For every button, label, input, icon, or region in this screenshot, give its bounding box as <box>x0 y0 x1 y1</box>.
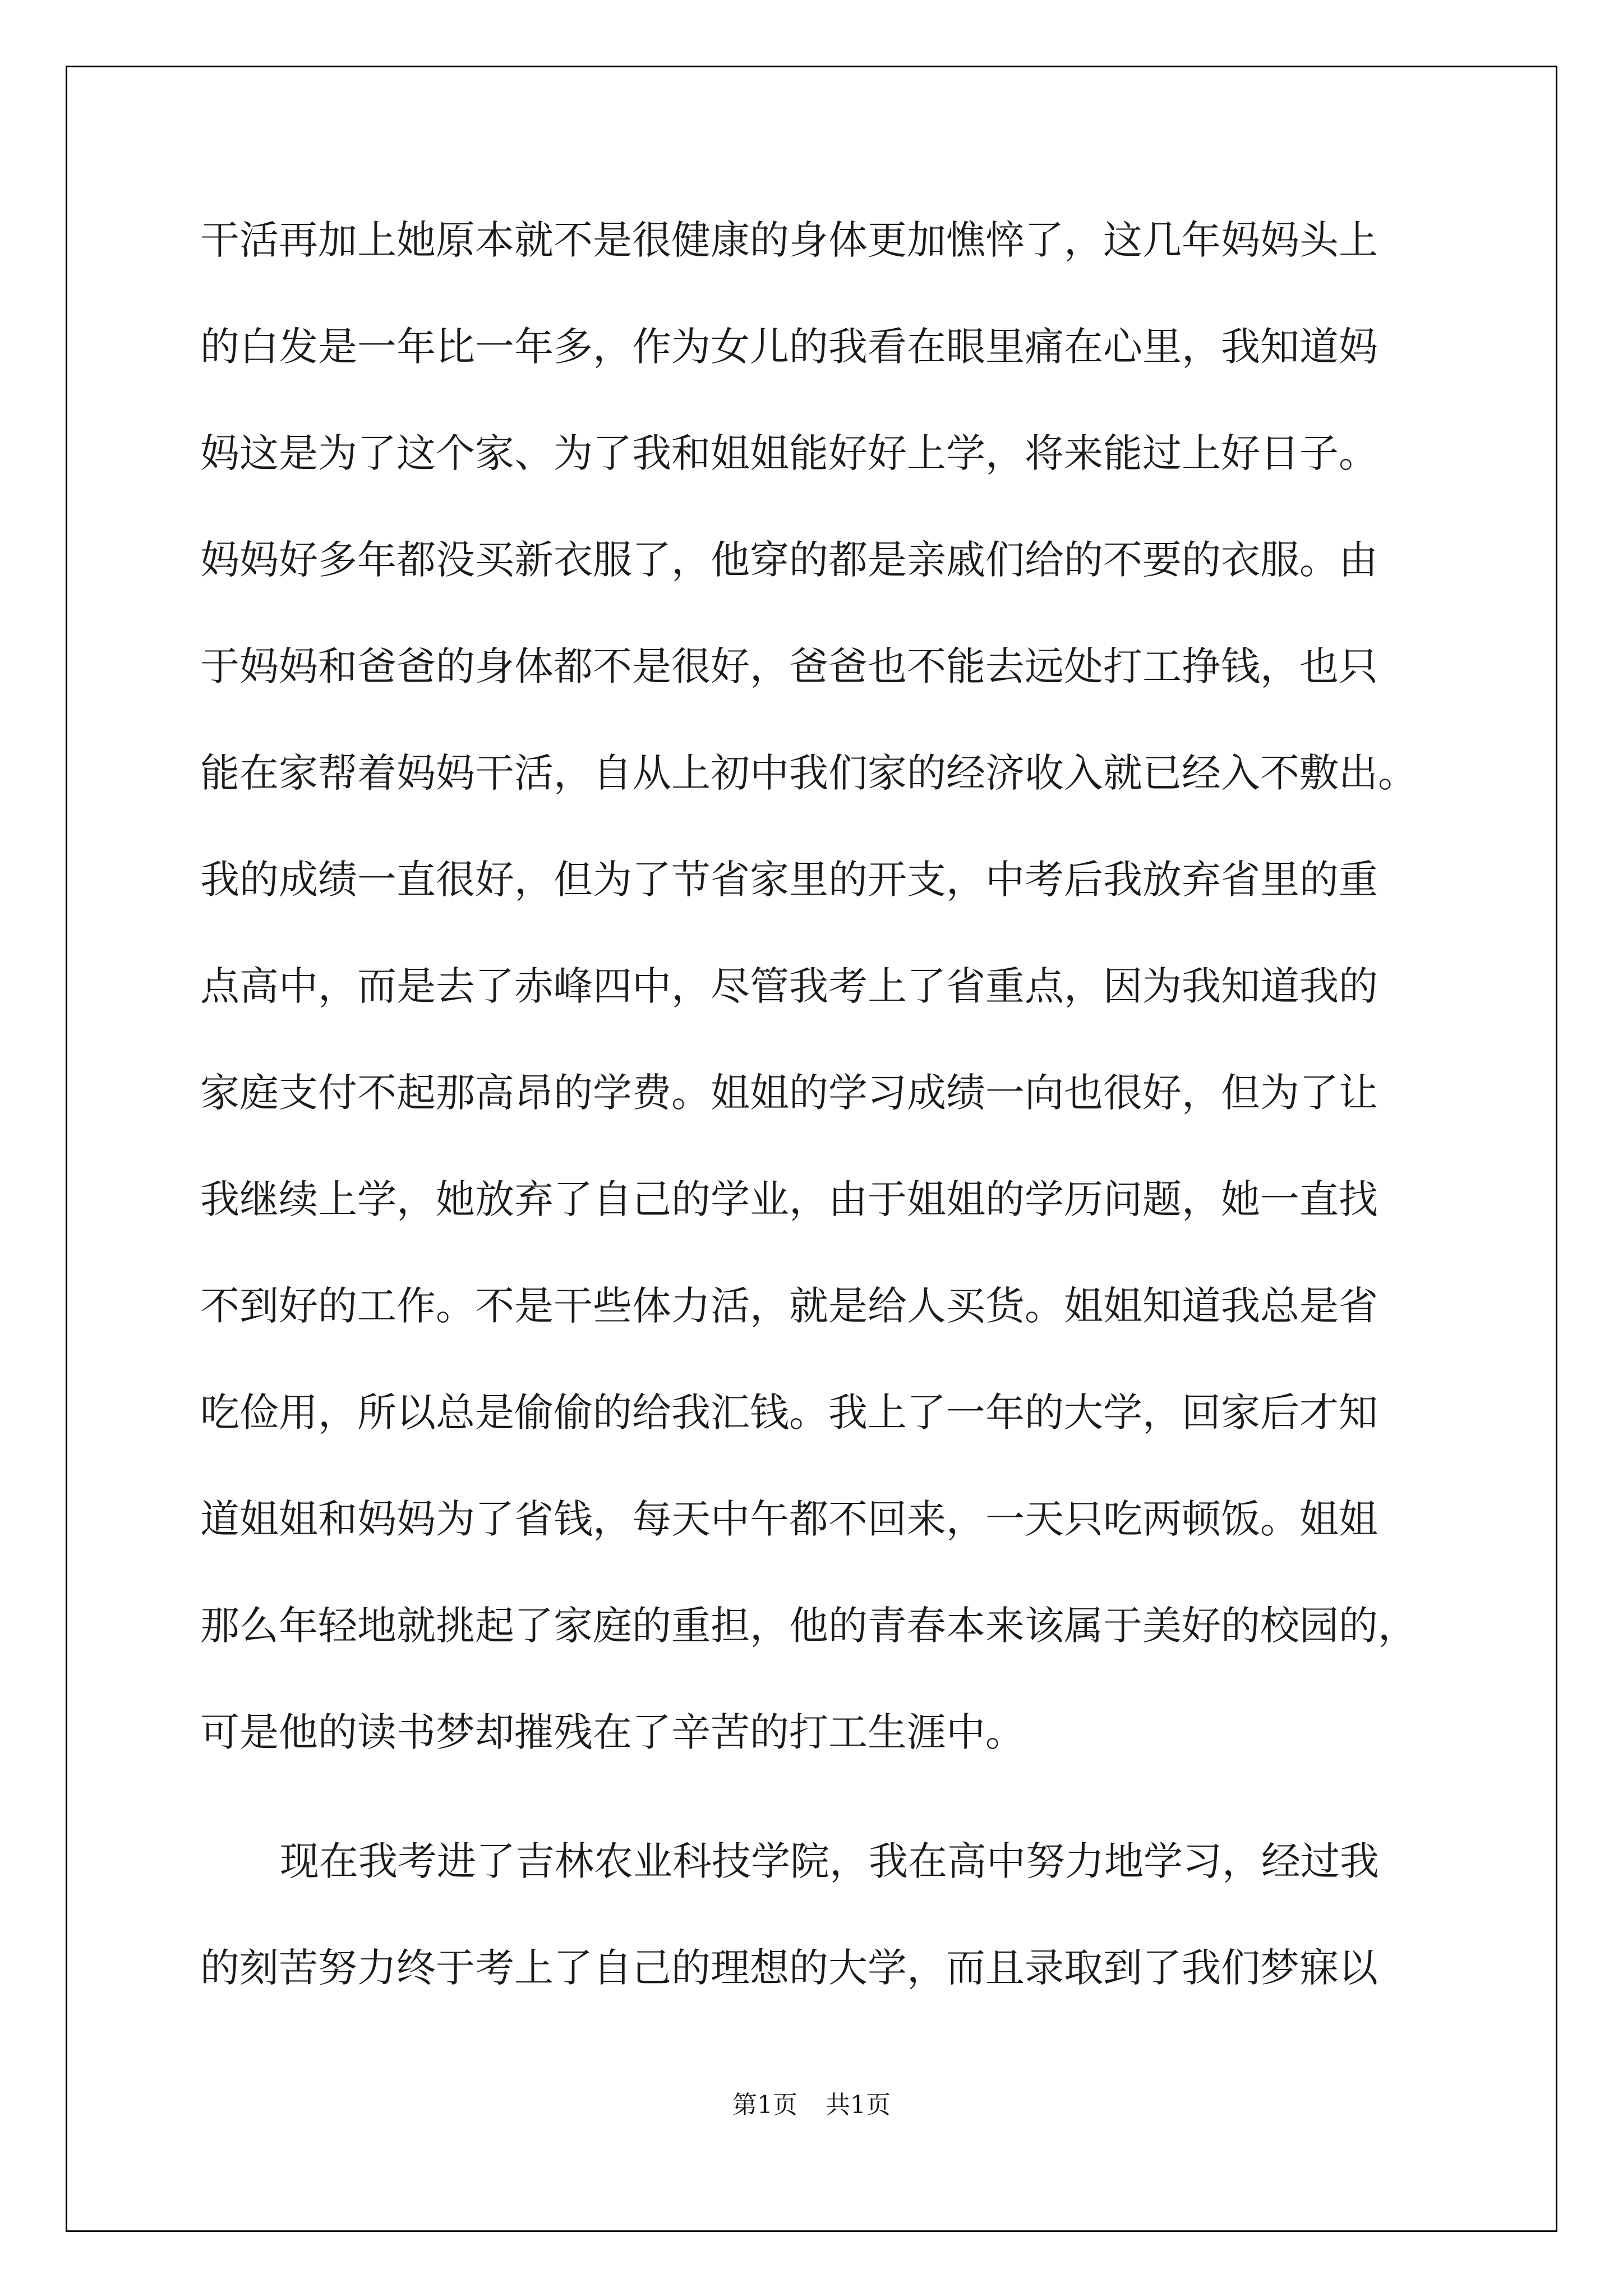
text-line-9: 家庭支付不起那高昂的学费。姐姐的学习成绩一向也很好，但为了让 <box>200 1070 1378 1116</box>
page-footer <box>0 2088 1623 2122</box>
text-line-16: 现在我考进了吉林农业科技学院，我在高中努力地学习，经过我 <box>280 1838 1379 1884</box>
text-line-15: 可是他的读书梦却摧残在了辛苦的打工生涯中。 <box>200 1709 1025 1755</box>
text-line-12: 吃俭用，所以总是偷偷的给我汇钱。我上了一年的大学，回家后才知 <box>200 1389 1378 1435</box>
document-body <box>200 209 1456 2044</box>
text-line-1: 干活再加上她原本就不是很健康的身体更加憔悴了，这几年妈妈头上 <box>200 217 1378 263</box>
text-line-11: 不到好的工作。不是干些体力活，就是给人买货。姐姐知道我总是省 <box>200 1283 1378 1329</box>
text-line-6: 能在家帮着妈妈干活，自从上初中我们家的经济收入就已经入不敷出。 <box>200 750 1417 796</box>
text-line-4: 妈妈好多年都没买新衣服了，他穿的都是亲戚们给的不要的衣服。由 <box>200 537 1378 583</box>
text-line-8: 点高中，而是去了赤峰四中，尽管我考上了省重点，因为我知道我的 <box>200 963 1378 1009</box>
page-number-total: 共1页 <box>826 2091 891 2119</box>
text-line-13: 道姐姐和妈妈为了省钱，每天中午都不回来，一天只吃两顿饭。姐姐 <box>200 1496 1378 1542</box>
text-line-17: 的刻苦努力终于考上了自己的理想的大学，而且录取到了我们梦寐以 <box>200 1945 1378 1991</box>
text-line-2: 的白发是一年比一年多，作为女儿的我看在眼里痛在心里，我知道妈 <box>200 324 1378 370</box>
text-line-5: 于妈妈和爸爸的身体都不是很好，爸爸也不能去远处打工挣钱，也只 <box>200 643 1378 689</box>
text-line-14: 那么年轻地就挑起了家庭的重担，他的青春本来该属于美好的校园的， <box>200 1603 1417 1649</box>
text-line-3: 妈这是为了这个家、为了我和姐姐能好好上学，将来能过上好日子。 <box>200 430 1378 476</box>
page-number-current: 第1页 <box>732 2091 797 2119</box>
text-line-10: 我继续上学，她放弃了自己的学业，由于姐姐的学历问题，她一直找 <box>200 1176 1378 1222</box>
text-line-7: 我的成绩一直很好，但为了节省家里的开支，中考后我放弃省里的重 <box>200 857 1378 903</box>
